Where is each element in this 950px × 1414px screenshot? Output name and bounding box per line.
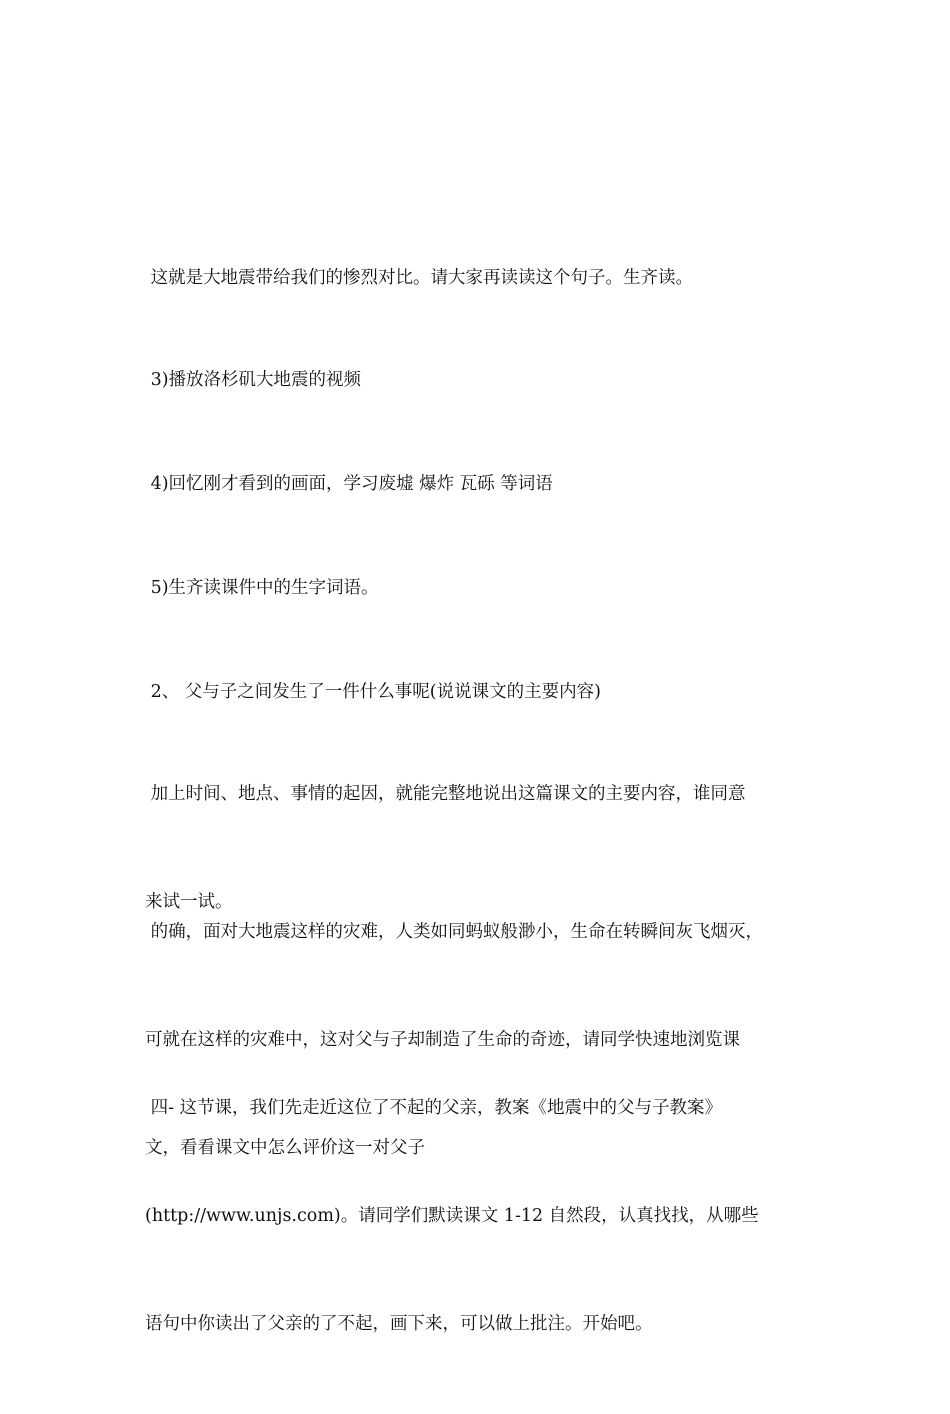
paragraph-line: 的确，面对大地震这样的灾难，人类如同蚂蚁般渺小，生命在转瞬间灰飞烟灭， — [145, 922, 764, 942]
paragraph-line: 这就是大地震带给我们的惨烈对比。请大家再读读这个句子。生齐读。 — [145, 268, 694, 288]
paragraph-line: 来试一试。 — [145, 892, 233, 912]
paragraph-line: 3)播放洛杉矶大地震的视频 — [145, 370, 362, 390]
paragraph-line: 可就在这样的灾难中，这对父与子却制造了生命的奇迹，请同学快速地浏览课 — [145, 1030, 740, 1050]
paragraph-line: 四- 这节课，我们先走近这位了不起的父亲，教案《地震中的父与子教案》 — [145, 1098, 723, 1118]
paragraph-line: 文，看看课文中怎么评价这一对父子 — [145, 1138, 425, 1158]
paragraph-line: 2、 父与子之间发生了一件什么事呢(说说课文的主要内容) — [145, 682, 601, 702]
paragraph-line: (http://www.unjs.com)。请同学们默读课文 1-12 自然段，认真找找，从哪些 — [145, 1206, 759, 1226]
paragraph-line: 语句中你读出了父亲的了不起，画下来，可以做上批注。开始吧。 — [145, 1314, 653, 1334]
paragraph-line: 5)生齐读课件中的生字词语。 — [145, 578, 379, 598]
paragraph-line: 加上时间、地点、事情的起因，就能完整地说出这篇课文的主要内容，谁同意 — [145, 784, 746, 804]
paragraph-line: 4)回忆刚才看到的画面，学习废墟 爆炸 瓦砾 等词语 — [145, 474, 553, 494]
paragraph-8 — [145, 1018, 815, 1414]
